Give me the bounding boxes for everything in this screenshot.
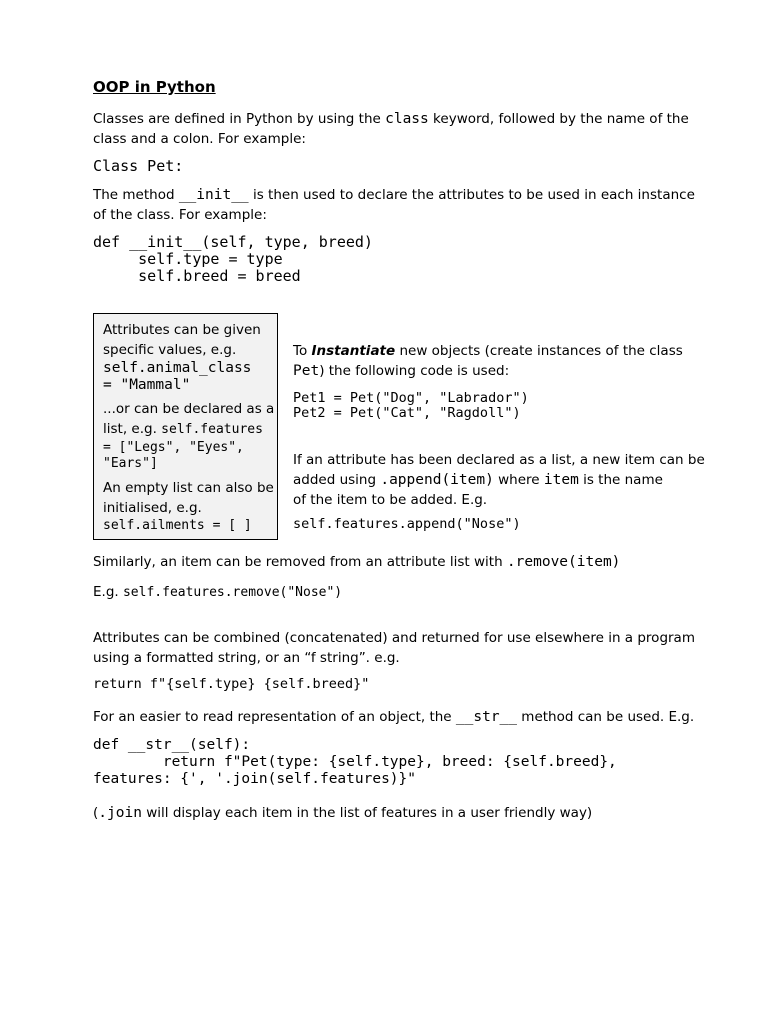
box-p3-line1: An empty list can also be: [103, 480, 274, 496]
append-paragraph: [293, 450, 705, 510]
join-open: (: [93, 805, 99, 821]
append-line-2: [293, 470, 705, 490]
box-p2-line1: ...or can be declared as a: [103, 401, 275, 417]
instantiate-code: Pet1 = Pet("Dog", "Labrador") Pet2 = Pet("Cat", "Ragdoll"): [293, 390, 529, 421]
init-line-1: [93, 185, 695, 205]
append-where: where: [493, 472, 544, 488]
append-line-1: If an attribute has been declared as a list, a new item can be: [293, 452, 705, 468]
join-rest: will display each item in the list of features in a user friendly way): [141, 805, 593, 821]
intro-paragraph: [93, 109, 689, 149]
box-para-3: [103, 478, 277, 518]
str-method: __str__: [455, 709, 518, 725]
append-added: added using: [293, 472, 381, 488]
append-method: .append(item): [380, 472, 494, 488]
box-p1-line2: specific values, e.g.: [103, 342, 237, 358]
box-p3-line2: initialised, e.g.: [103, 500, 202, 516]
attributes-note-box: [93, 313, 278, 540]
append-item: item: [543, 472, 579, 488]
str-code: def __str__(self): return f"Pet(type: {self.type}, breed: {self.breed}, features: {', '.join(self.features)}": [93, 737, 617, 787]
intro-text-2: keyword, followed by the name of the: [428, 111, 689, 127]
intro-text-1: Classes are defined in Python by using the: [93, 111, 386, 127]
append-rest: is the name: [578, 472, 663, 488]
box-para-2: [103, 399, 277, 440]
remove-example: [93, 582, 342, 603]
remove-text: Similarly, an item can be removed from an attribute list with: [93, 554, 507, 570]
instantiate-line-1: [293, 341, 683, 361]
box-p1-line1: Attributes can be given: [103, 322, 261, 338]
instantiate-paragraph: [293, 341, 683, 381]
intro-line-2: class and a colon. For example:: [93, 131, 306, 147]
class-code: Class Pet:: [93, 157, 184, 175]
str-paragraph: [93, 707, 694, 727]
fstring-line-2: using a formatted string, or an “f string”. e.g.: [93, 650, 400, 666]
remove-eg: E.g.: [93, 584, 123, 600]
remove-code: self.features.remove("Nose"): [122, 585, 343, 600]
init-text-1: The method: [93, 187, 179, 203]
remove-method: .remove(item): [506, 554, 621, 570]
append-line-3: of the item to be added. E.g.: [293, 492, 488, 508]
instantiate-to: To: [293, 343, 312, 359]
init-line-2: of the class. For example:: [93, 207, 267, 223]
box-p2-code1: self.features: [161, 422, 263, 437]
join-note: [93, 803, 592, 823]
box-p1-code: self.animal_class = "Mammal": [103, 360, 252, 393]
box-p2-text: list, e.g.: [103, 421, 162, 437]
instantiate-class: Pet: [293, 363, 320, 379]
instantiate-rest: new objects (create instances of the class: [395, 343, 683, 359]
join-method: .join: [98, 805, 142, 821]
instantiate-rest-2: ) the following code is used:: [319, 363, 510, 379]
fstring-code: return f"{self.type} {self.breed}": [93, 676, 370, 692]
remove-paragraph: [93, 552, 620, 572]
class-keyword: class: [385, 111, 429, 127]
box-p3-code: self.ailments = [ ]: [103, 518, 252, 533]
init-text-2: is then used to declare the attributes to be used in each instance: [248, 187, 695, 203]
box-p2-code2: = ["Legs", "Eyes", "Ears"]: [103, 440, 244, 471]
page-title: OOP in Python: [93, 78, 216, 96]
str-text-1: For an easier to read representation of an object, the: [93, 709, 456, 725]
instantiate-line-2: [293, 361, 683, 381]
box-para-1: [103, 320, 277, 360]
init-code: def __init__(self, type, breed) self.type = type self.breed = breed: [93, 233, 373, 285]
append-code: self.features.append("Nose"): [293, 516, 521, 532]
str-text-2: method can be used. E.g.: [517, 709, 695, 725]
intro-line-1: [93, 109, 689, 129]
instantiate-word: Instantiate: [311, 343, 396, 359]
init-method: __init__: [178, 187, 249, 203]
fstring-line-1: Attributes can be combined (concatenated) and returned for use elsewhere in a program: [93, 630, 695, 646]
fstring-paragraph: [93, 628, 695, 668]
init-paragraph: [93, 185, 695, 225]
